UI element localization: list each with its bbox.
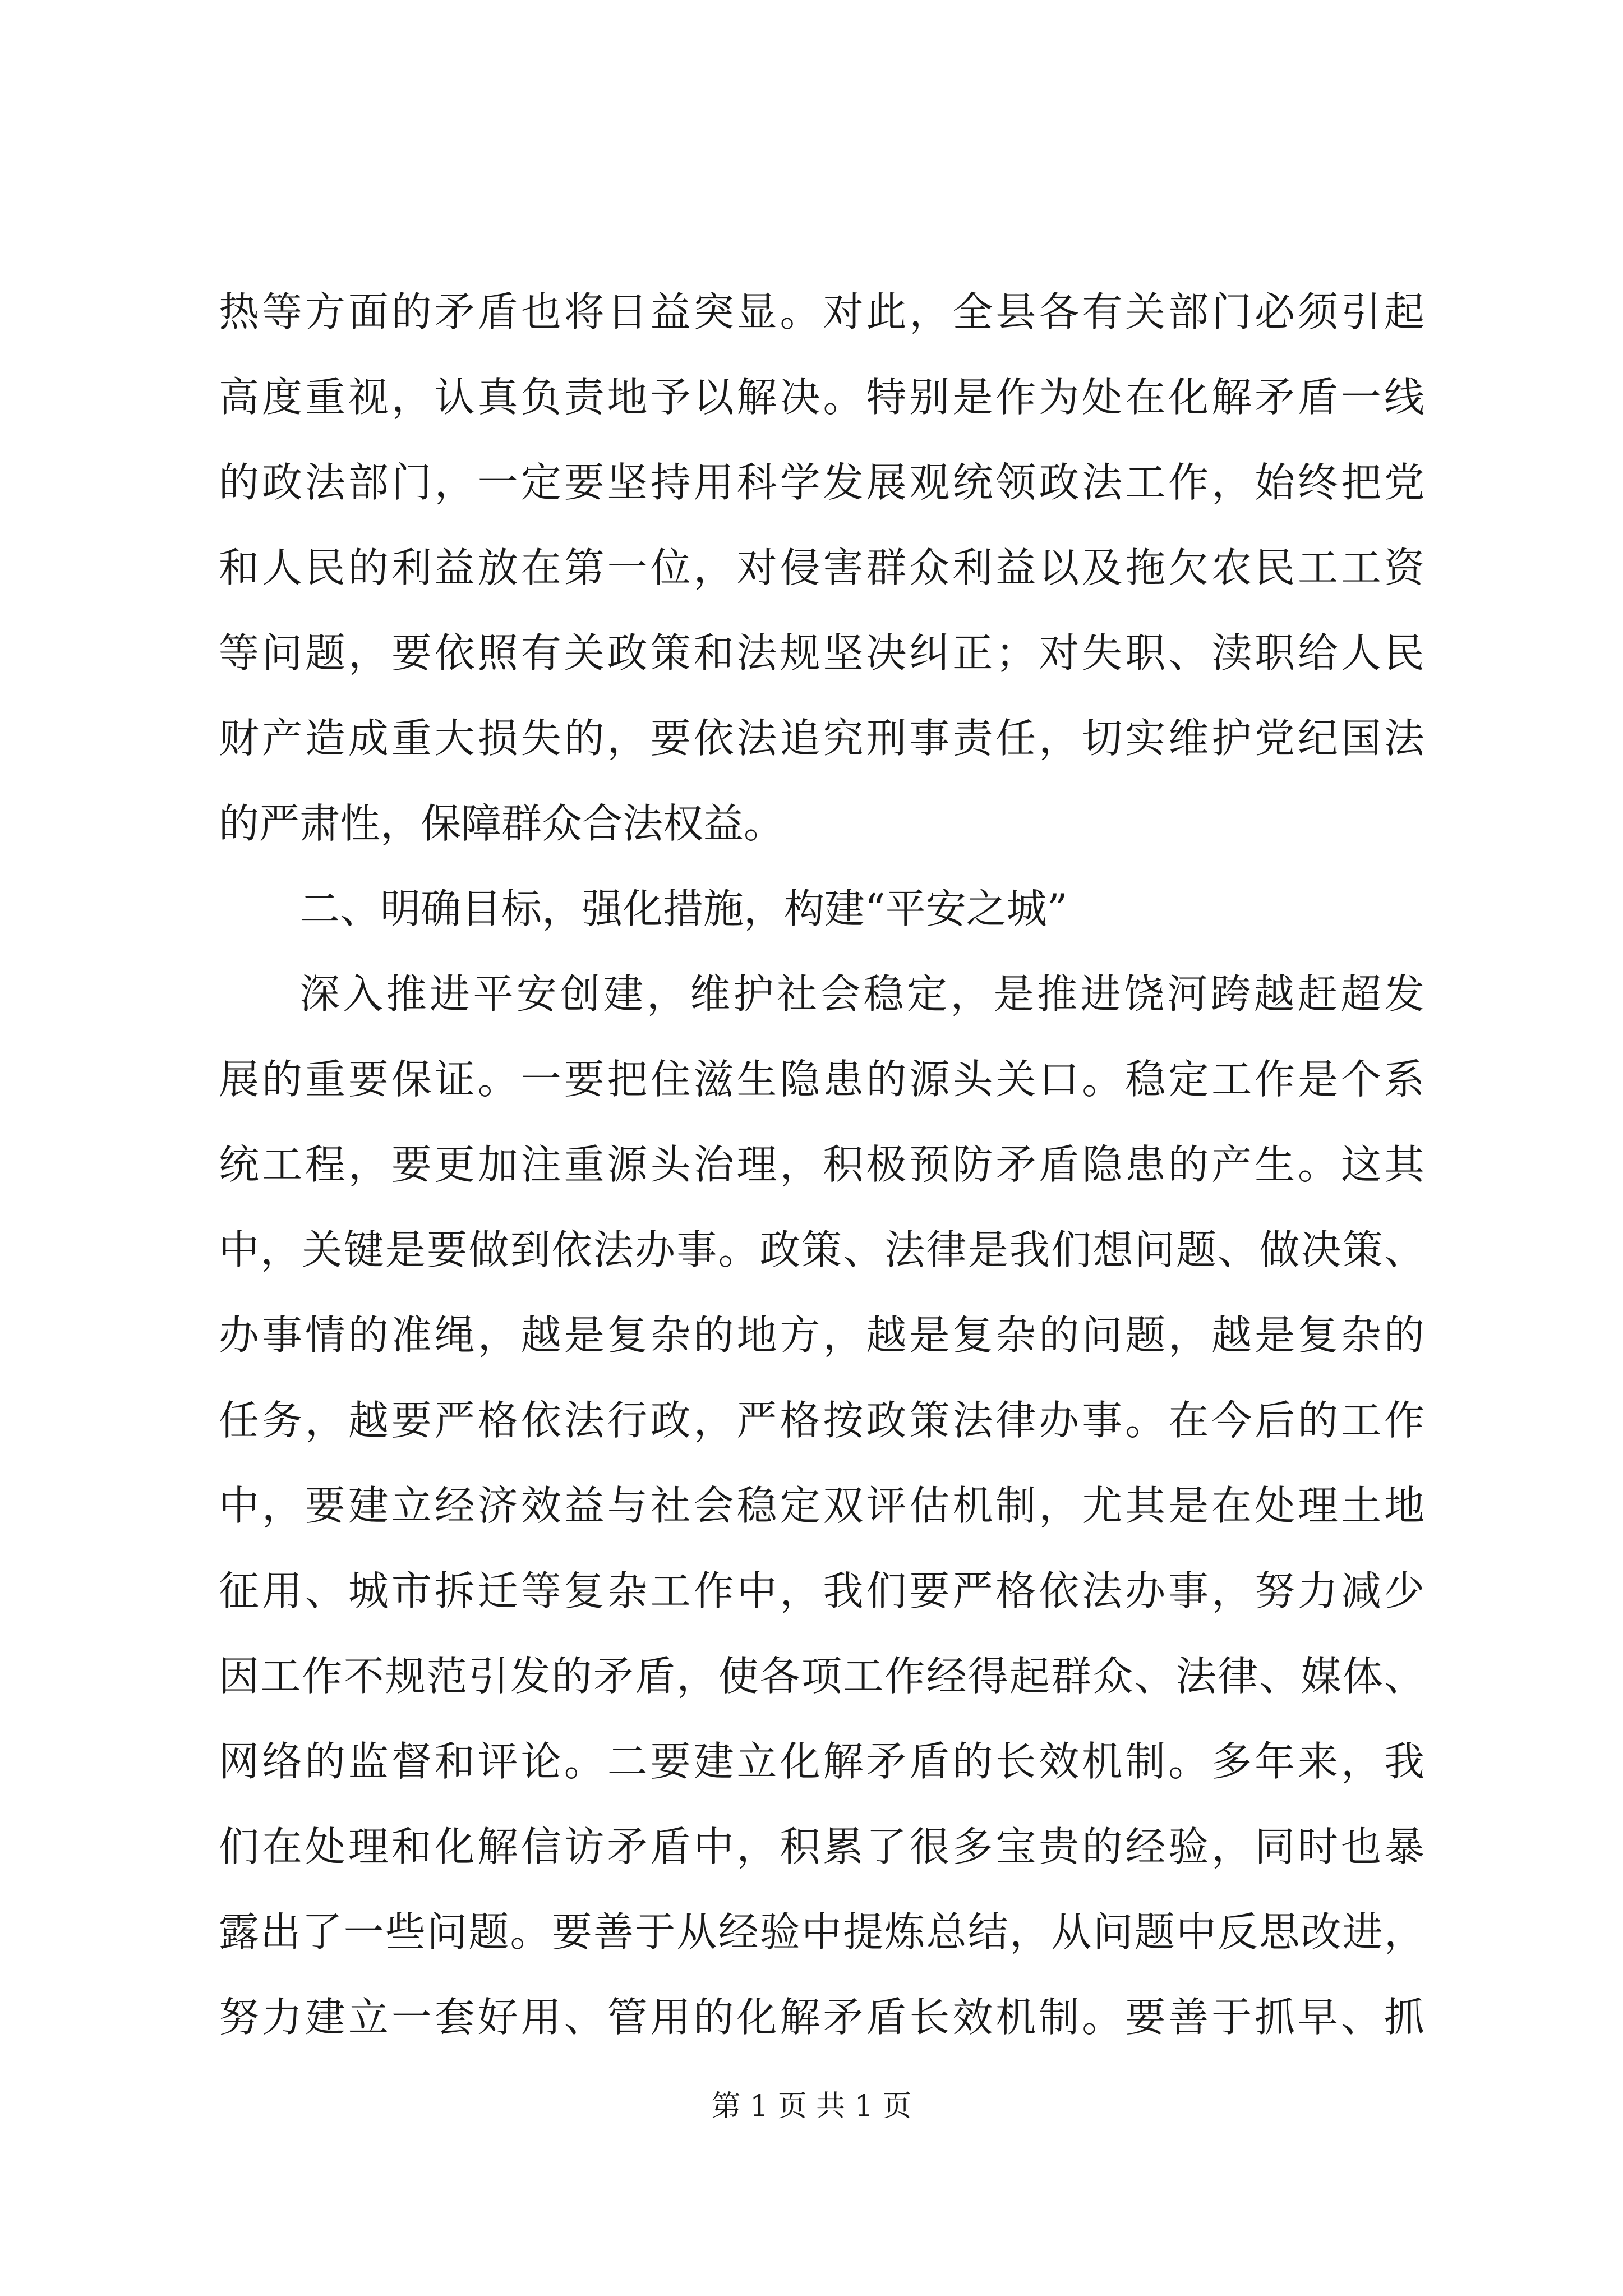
text-line: 财产造成重大损失的，要依法追究刑事责任，切实维护党纪国法 xyxy=(219,715,1424,762)
text-line: 网络的监督和评论。二要建立化解矛盾的长效机制。多年来，我 xyxy=(219,1738,1424,1785)
text-line: 们在处理和化解信访矛盾中，积累了很多宝贵的经验，同时也暴 xyxy=(219,1823,1424,1870)
text-line: 努力建立一套好用、管用的化解矛盾长效机制。要善于抓早、抓 xyxy=(219,1994,1424,2041)
text-line: 统工程，要更加注重源头治理，积极预防矛盾隐患的产生。这其 xyxy=(219,1141,1424,1188)
text-line: 的政法部门，一定要坚持用科学发展观统领政法工作，始终把党 xyxy=(219,459,1424,506)
text-line: 热等方面的矛盾也将日益突显。对此，全县各有关部门必须引起 xyxy=(219,288,1424,335)
text-line: 因工作不规范引发的矛盾，使各项工作经得起群众、法律、媒体、 xyxy=(219,1653,1424,1700)
document-body xyxy=(219,269,1424,2060)
text-line: 办事情的准绳，越是复杂的地方，越是复杂的问题，越是复杂的 xyxy=(219,1312,1424,1359)
text-line: 征用、城市拆迁等复杂工作中，我们要严格依法办事，努力减少 xyxy=(219,1567,1424,1614)
text-line: 和人民的利益放在第一位，对侵害群众利益以及拖欠农民工工资 xyxy=(219,544,1424,591)
page-number-footer: 第 1 页 共 1 页 xyxy=(711,2090,912,2123)
text-line: 高度重视，认真负责地予以解决。特别是作为处在化解矛盾一线 xyxy=(219,374,1424,421)
text-line: 的严肃性，保障群众合法权益。 xyxy=(219,800,785,847)
text-line: 展的重要保证。一要把住滋生隐患的源头关口。稳定工作是个系 xyxy=(219,1056,1424,1103)
text-line: 任务，越要严格依法行政，严格按政策法律办事。在今后的工作 xyxy=(219,1397,1424,1444)
text-line: 中，要建立经济效益与社会稳定双评估机制，尤其是在处理土地 xyxy=(219,1482,1424,1529)
text-line: 深入推进平安创建，维护社会稳定，是推进饶河跨越赶超发 xyxy=(299,970,1424,1018)
text-line: 等问题，要依照有关政策和法规坚决纠正；对失职、渎职给人民 xyxy=(219,629,1424,677)
text-line: 中，关键是要做到依法办事。政策、法律是我们想问题、做决策、 xyxy=(219,1226,1424,1273)
section-heading: 二、明确目标，强化措施，构建“平安之城” xyxy=(299,885,1068,932)
text-line: 露出了一些问题。要善于从经验中提炼总结，从问题中反思改进， xyxy=(219,1908,1424,1955)
